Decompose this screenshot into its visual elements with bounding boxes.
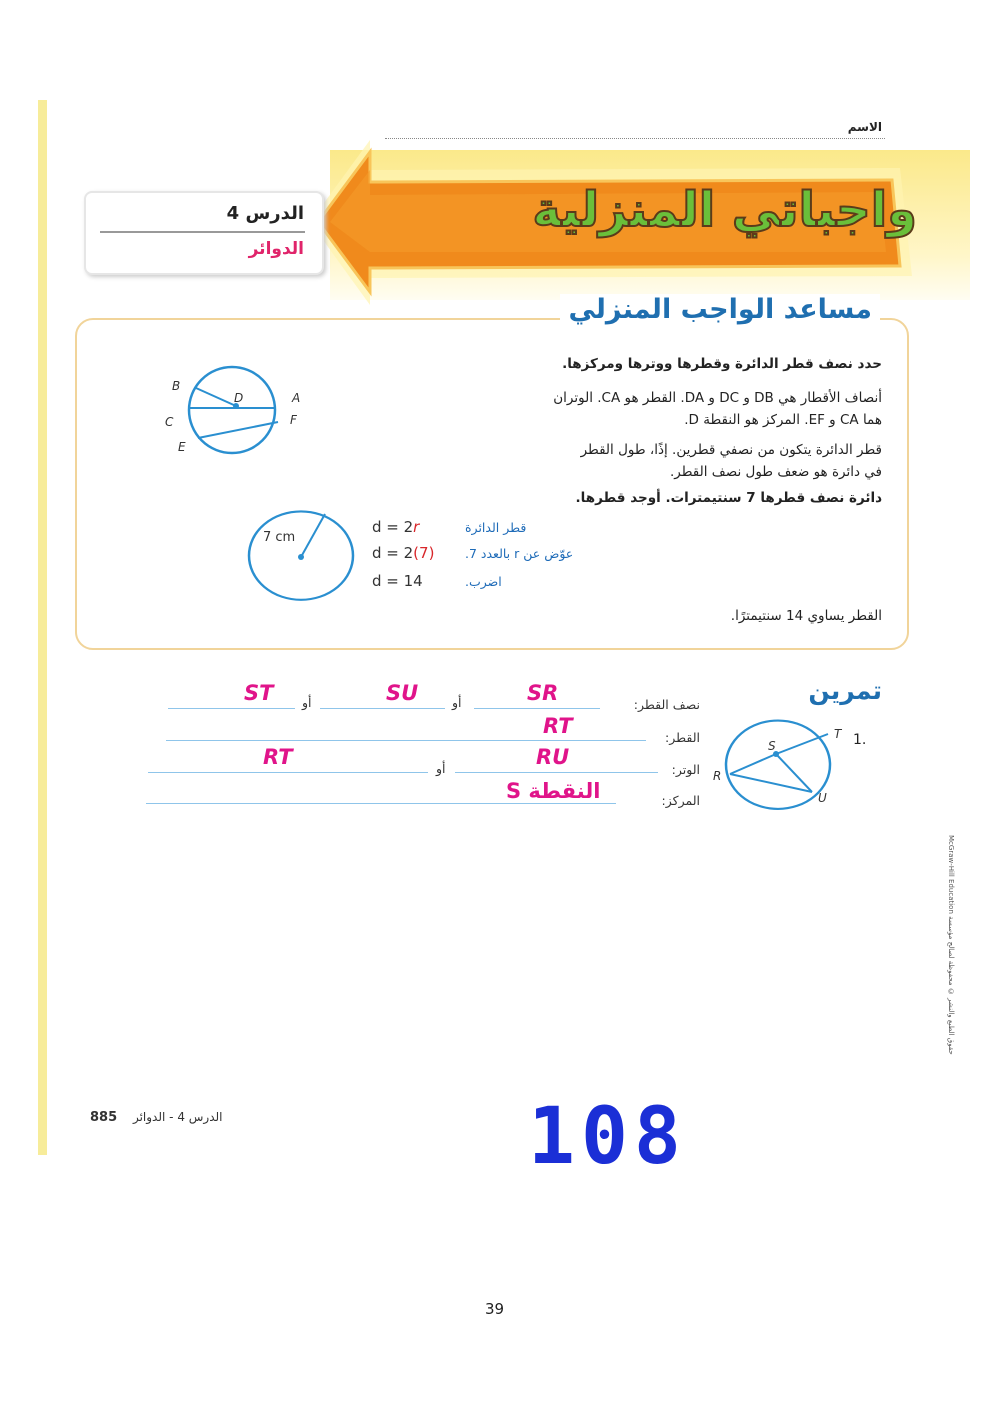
banner-title: واجباتي المنزلية [532,182,917,238]
page-margin-strip [38,100,47,1155]
homework-helper-title: مساعد الواجب المنزلي [560,294,880,325]
footer-text: الدرس 4 - الدوائر [132,1110,223,1124]
radius-answer-line-3 [168,708,295,709]
label-C: C [165,415,174,429]
exercise-title: تمرين [808,676,882,705]
label-U: U [818,791,827,805]
example-title: دائرة نصف قطرها 7 سنتيمترات. أوجد قطرها. [575,490,882,506]
lesson-box [84,191,324,275]
example-result: القطر يساوي 14 سنتيمترًا. [730,608,882,624]
radius-label-text: نصف القطر: [633,697,700,712]
label-D: D [234,391,244,405]
label-T: T [834,727,842,741]
circle-diagram-2 [245,508,360,608]
step-3-note: اضرب. [465,574,502,589]
handwritten-number: 108 [528,1092,687,1182]
radius-answer-line-1 [474,708,600,709]
page-footer [90,1110,223,1125]
radius-answer-line-2 [320,708,445,709]
diameter-answer: RT [543,714,573,738]
label-R: R [713,769,722,783]
or-3: أو [436,761,446,776]
helper-task: حدد نصف قطر الدائرة وقطرها ووترها ومركزها. [562,356,882,372]
chord-answer-2: RT [263,745,293,769]
step-3-math: d = 14 [372,572,423,590]
center-answer-line [146,803,616,804]
center-label-text: المركز: [661,793,700,808]
exercise-circle [710,712,850,812]
exercise-number: 1. [853,732,867,748]
diameter-label-text: القطر: [665,730,700,745]
footer-page: 885 [90,1110,118,1125]
radius-label: 7 cm [263,530,296,545]
label-F: F [290,413,297,427]
chord-answer-1: RU [536,745,570,769]
radius-answer-1: SR [527,681,559,705]
step-1-math: d = 2r [372,518,420,536]
name-line [385,138,885,139]
step-2-math: d = 2(7) [372,544,435,562]
label-S: S [768,739,776,753]
diameter-answer-line [166,740,646,741]
helper-line-4: في دائرة هو ضعف طول نصف القطر. [669,464,882,480]
helper-line-1: أنصاف الأقطار هي DB و DC و DA. القطر هو CA. الوتران [553,390,882,406]
lesson-number: الدرس 4 [226,203,304,224]
or-1: أو [452,695,462,710]
page-number: 39 [485,1300,505,1318]
name-label: الاسم [847,120,882,134]
copyright-vertical: حقوق الطبع والنشر © محفوظة لصالح مؤسسة McGraw-Hill Education [947,835,955,1055]
chord-answer-line-1 [455,772,658,773]
step-2-note: عوّض عن r بالعدد 7. [465,546,574,561]
radius-answer-3: ST [244,681,274,705]
chord-label-text: الوتر: [671,762,700,777]
circle-diagram-1 [160,360,320,460]
step-1-note: قطر الدائرة [465,520,527,535]
label-E: E [178,440,186,454]
lesson-title: الدوائر [248,239,304,259]
label-B: B [172,379,181,393]
lesson-rule [100,231,305,233]
radius-answer-2: SU [386,681,419,705]
label-A: A [292,391,301,405]
chord-answer-line-2 [148,772,428,773]
helper-line-3: قطر الدائرة يتكون من نصفي قطرين. إذًا، طول القطر [580,442,882,458]
or-2: أو [302,695,312,710]
helper-line-2: هما CA و EF. المركز هو النقطة D. [684,412,882,428]
center-answer: النقطة S [506,779,601,803]
